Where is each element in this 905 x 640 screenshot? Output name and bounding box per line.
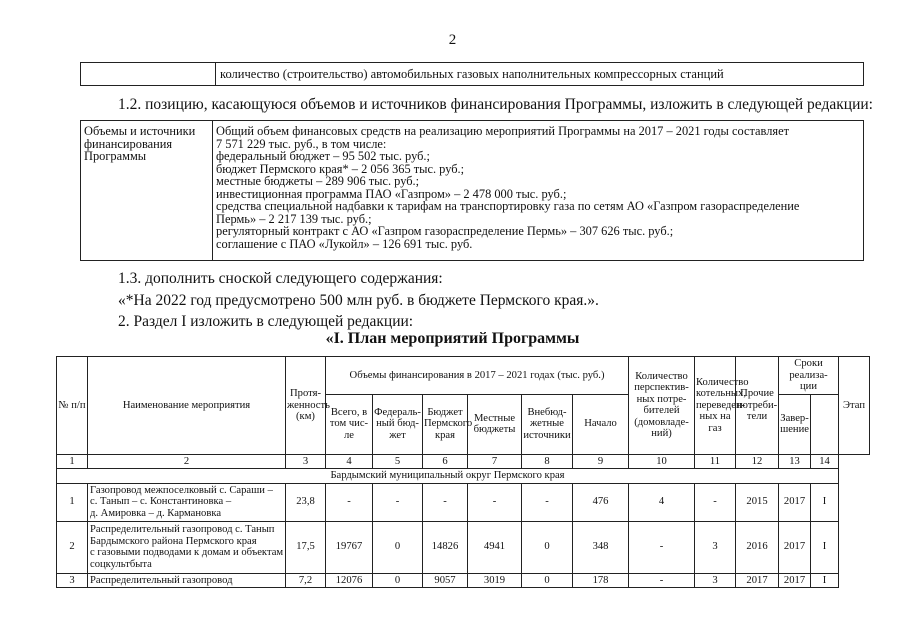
- row-federal: -: [373, 483, 423, 521]
- col-number: 11: [695, 454, 736, 469]
- paragraph-footnote: «*На 2022 год предусмотрено 500 млн руб. в бюджете Пермского края.».: [118, 292, 599, 309]
- row-name-line: с. Танып – с. Константиновка –: [90, 496, 232, 508]
- row-name: [88, 573, 286, 588]
- col-number: 12: [736, 454, 779, 469]
- row-other: -: [695, 483, 736, 521]
- financing-line: средства специальной надбавки к тарифам на транспортировку газа по сетям АО «Газпром газораспределение: [216, 199, 800, 213]
- financing-line: Общий объем финансовых средств на реализацию мероприятий Программы на 2017 – 2021 годы составляет: [216, 124, 790, 138]
- plan-title: «I. План мероприятий Программы: [325, 330, 580, 347]
- header-length: Протя- женность (км): [286, 357, 326, 455]
- row-stage: I: [811, 521, 839, 573]
- row-regional: -: [423, 483, 468, 521]
- financing-line: местные бюджеты – 289 906 тыс. руб.;: [216, 174, 420, 188]
- financing-line: инвестиционная программа ПАО «Газпром» – 2 478 000 тыс. руб.;: [216, 186, 567, 201]
- row-end: 2017: [779, 483, 811, 521]
- row-other: 3: [695, 521, 736, 573]
- row-name-line: Распределительный газопровод: [90, 574, 233, 586]
- row-local: -: [468, 483, 522, 521]
- header-stage: Этап: [839, 357, 870, 455]
- row-name-line: Распределительный газопровод с. Танып: [90, 524, 275, 535]
- row-num: 1: [57, 483, 88, 521]
- header-offbudget: Внебюд- жетные источники: [522, 394, 573, 454]
- row-name-line: Бардымского района Пермского края: [90, 535, 257, 547]
- header-local: Местные бюджеты: [468, 394, 522, 454]
- paragraph-1-2: 1.2. позицию, касающуюся объемов и источников финансирования Программы, изложить в следующей редакции:: [118, 96, 873, 113]
- col-number: 13: [779, 454, 811, 469]
- financing-content: [213, 121, 864, 261]
- top-empty-cell: [81, 63, 216, 86]
- header-name: Наименование мероприятия: [88, 357, 286, 455]
- row-consumers: 178: [573, 573, 629, 588]
- header-boilers: Количество котельных, переведен- ных на газ: [695, 357, 736, 455]
- row-consumers: 476: [573, 483, 629, 521]
- row-name-line: соцкультбыта: [90, 558, 152, 570]
- financing-label-line: Программы: [84, 149, 147, 163]
- page-number: 2: [448, 32, 457, 48]
- table-row: [57, 573, 870, 588]
- financing-line: Пермь» – 2 217 139 тыс. руб.;: [216, 211, 372, 226]
- col-number: 1: [57, 454, 88, 469]
- col-number: 2: [88, 454, 286, 469]
- row-offbudget: 0: [522, 521, 573, 573]
- header-start: Начало: [573, 394, 629, 454]
- row-total: 19767: [326, 521, 373, 573]
- row-num: 3: [57, 573, 88, 588]
- row-stage: I: [811, 573, 839, 588]
- col-number: 5: [373, 454, 423, 469]
- row-name: [88, 483, 286, 521]
- row-total: -: [326, 483, 373, 521]
- row-local: 3019: [468, 573, 522, 588]
- col-number: 4: [326, 454, 373, 469]
- header-num: № п/п: [57, 357, 88, 455]
- row-name: [88, 521, 286, 573]
- row-start: 2015: [736, 483, 779, 521]
- table-row: [57, 483, 870, 521]
- col-number: 14: [811, 454, 839, 469]
- financing-line: соглашение с ПАО «Лукойл» – 126 691 тыс. руб.: [216, 236, 473, 251]
- row-local: 4941: [468, 521, 522, 573]
- table-row: [57, 521, 870, 573]
- financing-label-line: Объемы и источники: [84, 124, 196, 138]
- row-name-line: с газовыми подводами к домам и объектам: [90, 547, 284, 558]
- financing-line: федеральный бюджет – 95 502 тыс. руб.;: [216, 149, 430, 163]
- col-number: 9: [573, 454, 629, 469]
- row-start: 2016: [736, 521, 779, 573]
- row-end: 2017: [779, 573, 811, 588]
- col-number: 7: [468, 454, 522, 469]
- header-end: Завер- шение: [779, 394, 811, 454]
- header-terms-group: Сроки реализа- ции: [779, 357, 839, 395]
- row-offbudget: -: [522, 483, 573, 521]
- col-number: 8: [522, 454, 573, 469]
- header-financing-group: Объемы финансирования в 2017 – 2021 годах (тыс. руб.): [326, 357, 629, 395]
- header-consumers: Количество перспектив- ных потре- бителей (домовладе- ний): [629, 357, 695, 455]
- financing-table: [80, 120, 864, 261]
- row-federal: 0: [373, 573, 423, 588]
- row-boilers: -: [629, 573, 695, 588]
- row-consumers: 348: [573, 521, 629, 573]
- paragraph-2: 2. Раздел I изложить в следующей редакции:: [118, 313, 414, 330]
- header-regional: Бюджет Пермского края: [423, 394, 468, 454]
- financing-label-line: финансирования: [84, 136, 173, 151]
- row-length: 23,8: [286, 483, 326, 521]
- row-total: 12076: [326, 573, 373, 588]
- row-regional: 14826: [423, 521, 468, 573]
- row-boilers: -: [629, 521, 695, 573]
- financing-line: 7 571 229 тыс. руб., в том числе:: [216, 136, 387, 151]
- header-federal: Федераль- ный бюд- жет: [373, 394, 423, 454]
- row-stage: I: [811, 483, 839, 521]
- row-regional: 9057: [423, 573, 468, 588]
- row-federal: 0: [373, 521, 423, 573]
- row-name-line: Газопровод межпоселковый с. Сараши –: [90, 484, 273, 496]
- row-length: 17,5: [286, 521, 326, 573]
- header-other: Прочие потреби- тели: [736, 357, 779, 455]
- paragraph-1-3: 1.3. дополнить сноской следующего содержания:: [118, 270, 443, 287]
- row-length: 7,2: [286, 573, 326, 588]
- plan-table: [56, 356, 870, 588]
- row-name-line: д. Амировка – д. Кармановка: [90, 507, 222, 519]
- row-num: 2: [57, 521, 88, 573]
- col-number: 6: [423, 454, 468, 469]
- col-number: 10: [629, 454, 695, 469]
- row-other: 3: [695, 573, 736, 588]
- row-end: 2017: [779, 521, 811, 573]
- row-offbudget: 0: [522, 573, 573, 588]
- top-row-text: количество (строительство) автомобильных газовых наполнительных компрессорных станций: [216, 63, 864, 86]
- row-start: 2017: [736, 573, 779, 588]
- row-boilers: 4: [629, 483, 695, 521]
- financing-line: регуляторный контракт с АО «Газпром газораспределение Пермь» – 307 626 тыс. руб.;: [216, 224, 674, 238]
- region-row: Бардымский муниципальный округ Пермского края: [57, 469, 839, 484]
- col-number: 3: [286, 454, 326, 469]
- financing-label: [81, 121, 213, 261]
- header-total: Всего, в том чис- ле: [326, 394, 373, 454]
- financing-line: бюджет Пермского края* – 2 056 365 тыс. руб.;: [216, 161, 465, 176]
- top-continuation-table: [80, 62, 864, 86]
